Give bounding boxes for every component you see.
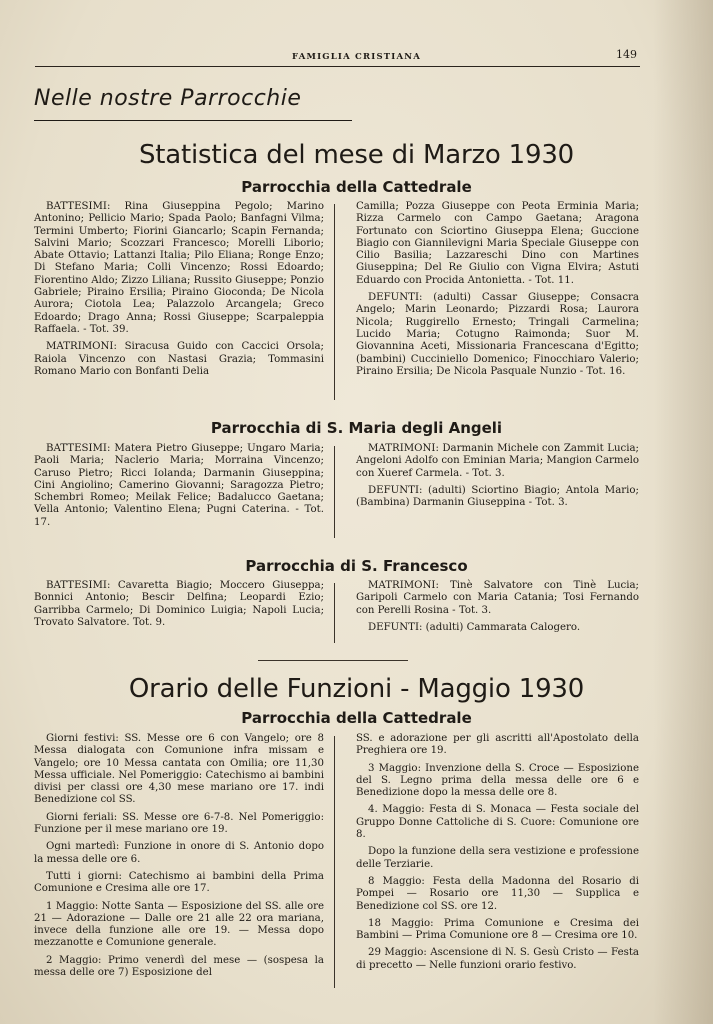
paragraph: Camilla; Pozza Giuseppe con Peota Erminia Maria; Rizza Carmelo con Campo Gaetana; Aragona Fortunato con Sciortino Giuseppa Elena; Guccione Biagio con Giannilevigni Maria Speciale Giuseppe con Cilio Basilia; Lazzareschi Dino con Martines Giuseppina; Del Re Giulio con Vigna Elvira; Astuti Eduardo con Procida Antonietta. - Tot. 11. xyxy=(356,201,639,286)
running-head: FAMIGLIA CRISTIANA xyxy=(291,52,422,62)
paragraph: DEFUNTI: (adulti) Sciortino Biagio; Antola Mario; (Bambina) Darmanin Giuseppina - Tot. 3. xyxy=(356,484,639,509)
paragraph: 29 Maggio: Ascensione di N. S. Gesù Cristo — Festa di precetto — Nelle funzioni orario festivo. xyxy=(356,947,639,971)
paragraph: 4. Maggio: Festa di S. Monaca — Festa sociale del Gruppo Donne Cattoliche di S. Cuore: Comunione ore 8. xyxy=(356,804,639,841)
paragraph: DEFUNTI: (adulti) Cassar Giuseppe; Consacra Angelo; Marin Leonardo; Pizzardi Rosa; Laurora Nicola; Ruggirello Ernesto; Tringali Carmelina; Lucido Maria; Cotugno Raimonda; Suor M. Giovannina Aceti, Missionaria Francescana d'Egitto; (bambini) Cucciniello Domenico; Finocchiaro Valerio; Piraino Ersilia; De Nicola Pasquale Nunzio - Tot. 16. xyxy=(356,292,639,377)
cattedrale-stats-right-column xyxy=(356,201,639,383)
francesco-stats-right-column xyxy=(356,580,639,639)
cattedrale-stats-left-column xyxy=(34,201,324,383)
paragraph: BATTESIMI: Cavaretta Biagio; Moccero Giuseppa; Bonnici Antonio; Bescir Delfina; Leopardi Ezio; Garribba Carmelo; Di Dominico Luigia; Napoli Lucia; Trovato Salvatore. Tot. 9. xyxy=(34,580,324,628)
column-divider xyxy=(334,446,335,538)
paragraph: MATRIMONI: Darmanin Michele con Zammit Lucia; Angeloni Adolfo con Eminian Maria; Mangion Carmelo con Xueref Carmela. - Tot. 3. xyxy=(356,443,639,479)
paragraph: Ogni martedì: Funzione in onore di S. Antonio dopo la messa delle ore 6. xyxy=(34,841,324,865)
header-rule xyxy=(35,66,640,67)
section-label-underline xyxy=(34,120,352,121)
parish-heading-cattedrale-orario: Parrocchia della Cattedrale xyxy=(241,709,472,727)
column-divider xyxy=(334,736,335,988)
paragraph: DEFUNTI: (adulti) Cammarata Calogero. xyxy=(368,621,581,633)
paragraph: BATTESIMI: Rina Giuseppina Pegolo; Marino Antonino; Pellicio Mario; Spada Paolo; Banfagni Vilma; Termini Umberto; Fiorini Giancarlo; Scapin Fernanda; Salvini Mario; Scozzari Francesco; Morelli Liborio; Abate Ottavio; Lattanzi Italia; Pilo Eliana; Ronge Enzo; Di Stefano Maria; Colli Vincenzo; Rossi Edoardo; Fiorentino Aldo; Zizzo Liliana; Russito Giuseppe; Ponzio Gabriele; Piraino Ersilia; Piraino Gioconda; De Nicola Aurora; Ciotola Lea; Palazzolo Arcangela; Greco Edoardo; Drago Anna; Rossi Giuseppe; Scarpaleppia Raffaela. - Tot. 39. xyxy=(34,201,324,335)
paragraph: 8 Maggio: Festa della Madonna del Rosario di Pompei — Rosario ore 11,30 — Supplica e Benedizione col SS. ore 12. xyxy=(356,875,639,912)
section-label: Nelle nostre Parrocchie xyxy=(34,86,302,111)
paragraph: Tutti i giorni: Catechismo ai bambini della Prima Comunione e Cresima alle ore 17. xyxy=(34,870,324,895)
column-divider xyxy=(334,583,335,643)
parish-heading-angeli: Parrocchia di S. Maria degli Angeli xyxy=(210,419,503,437)
page-number: 149 xyxy=(616,48,637,61)
angeli-stats-right-column xyxy=(356,443,639,514)
paragraph: Dopo la funzione della sera vestizione e professione delle Terziarie. xyxy=(356,846,639,870)
angeli-stats-left-column xyxy=(34,443,324,534)
parish-heading-francesco: Parrocchia di S. Francesco xyxy=(245,557,468,575)
paragraph: 3 Maggio: Invenzione della S. Croce — Esposizione del S. Legno prima della messa delle ore 6 e Benedizione dopo la messa delle ore 8. xyxy=(356,762,639,799)
stats-title: Statistica del mese di Marzo 1930 xyxy=(138,140,575,170)
parish-heading-cattedrale: Parrocchia della Cattedrale xyxy=(241,178,472,196)
paragraph: SS. e adorazione per gli ascritti all'Apostolato della Preghiera ore 19. xyxy=(356,733,639,757)
paragraph: BATTESIMI: Matera Pietro Giuseppe; Ungaro Maria; Paoli Maria; Naclerio Maria; Morraina Vincenzo; Caruso Pietro; Ricci Iolanda; Darmanin Giuseppina; Cini Angiolino; Camerino Giovanni; Saragozza Pietro; Schembri Romeo; Meilak Felice; Badalucco Gaetana; Vella Antonio; Valentino Elena; Pugni Caterina. - Tot. 17. xyxy=(34,443,324,528)
paragraph: Giorni feriali: SS. Messe ore 6-7-8. Nel Pomeriggio: Funzione per il mese mariano ore 19. xyxy=(34,811,324,836)
paragraph: 18 Maggio: Prima Comunione e Cresima dei Bambini — Prima Comunione ore 8 — Cresima ore 10. xyxy=(356,917,639,942)
orario-right-column xyxy=(356,733,639,977)
orario-title: Orario delle Funzioni - Maggio 1930 xyxy=(128,674,585,704)
paragraph: Giorni festivi: SS. Messe ore 6 con Vangelo; ore 8 Messa dialogata con Comunione infra missam e Vangelo; ore 10 Messa cantata con Omilia; ore 11,30 Messa ufficiale. Nel Pomeriggio: Catechismo ai bambini divisi per classi ore 4,30 mese mariano ore 17. indi Benedizione col SS. xyxy=(34,733,324,806)
paragraph: 2 Maggio: Primo venerdì del mese — (sospesa la messa delle ore 7) Esposizione del xyxy=(34,954,324,979)
section-divider xyxy=(258,660,408,661)
paragraph: MATRIMONI: Tinè Salvatore con Tinè Lucia; Garipoli Carmelo con Maria Catania; Tosi Fernando con Perelli Rosina - Tot. 3. xyxy=(356,580,639,616)
column-divider xyxy=(334,204,335,400)
orario-left-column xyxy=(34,733,324,984)
paragraph: 1 Maggio: Notte Santa — Esposizione del SS. alle ore 21 — Adorazione — Dalle ore 21 alle 22 ora mariana, invece della funzione alle ore 19. — Messa dopo mezzanotte e Comunione generale. xyxy=(34,900,324,949)
paragraph: MATRIMONI: Siracusa Guido con Caccici Orsola; Raiola Vincenzo con Nastasi Grazia; Tommasini Romano Mario con Bonfanti Delia xyxy=(34,341,324,377)
scan-shadow xyxy=(653,0,713,1024)
francesco-stats-left-column xyxy=(34,580,324,634)
